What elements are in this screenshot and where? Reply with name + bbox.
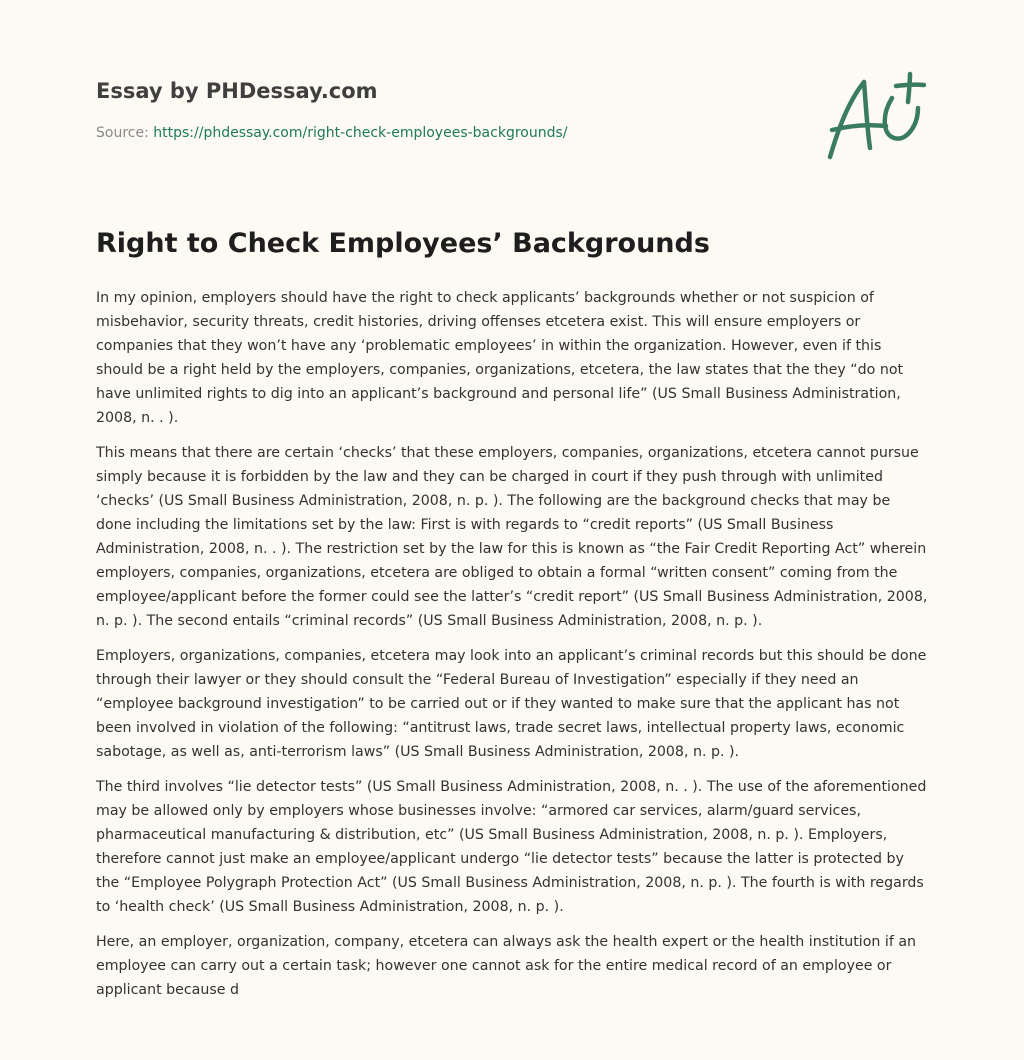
source-line [96, 124, 567, 142]
a-plus-logo-icon [826, 68, 926, 164]
essay-title: Right to Check Employees’ Backgrounds [96, 228, 710, 259]
essay-paragraph: This means that there are certain ‘checks’ that these employers, companies, organizations, etcetera cannot pursue simply because it is forbidden by the law and they can be charged in court if they push through with unlimited ‘checks’ (US Small Business Administration, 2008, n. p. ). The following are the background checks that may be done including the limitations set by the law: First is with regards to “credit reports” (US Small Business Administration, 2008, n. . ). The restriction set by the law for this is known as “the Fair Credit Reporting Act” wherein employers, companies, organizations, etcetera are obliged to obtain a formal “written consent” coming from the employee/applicant before the former could see the latter’s “credit report” (US Small Business Administration, 2008, n. p. ). The second entails “criminal records” (US Small Business Administration, 2008, n. p. ). [96, 445, 928, 629]
essay-paragraph: Employers, organizations, companies, etcetera may look into an applicant’s criminal records but this should be done through their lawyer or they should consult the “Federal Bureau of Investigation” especially if they need an “employee background investigation” to be carried out or if they wanted to make sure that the applicant has not been involved in violation of the following: “antitrust laws, trade secret laws, intellectual property laws, economic sabotage, as well as, anti-terrorism laws” (US Small Business Administration, 2008, n. p. ). [96, 648, 927, 760]
essay-body [96, 286, 928, 1013]
essay-paragraph: Here, an employer, organization, company, etcetera can always ask the health expert or the health institution if an employee can carry out a certain task; however one cannot ask for the entire medical record of an employee or applicant because d [96, 934, 917, 998]
essay-paragraph: The third involves “lie detector tests” (US Small Business Administration, 2008, n. . ). The use of the aforementioned may be allowed only by employers whose businesses involve: “armored car services, alarm/guard services, pharmaceutical manufacturing & distribution, etc” (US Small Business Administration, 2008, n. p. ). Employers, therefore cannot just make an employee/applicant undergo “lie detector tests” because the latter is protected by the “Employee Polygraph Protection Act” (US Small Business Administration, 2008, n. p. ). The fourth is with regards to ‘health check’ (US Small Business Administration, 2008, n. p. ). [96, 779, 927, 915]
source-label: Source: [96, 125, 154, 141]
site-title: Essay by PHDessay.com [96, 79, 378, 103]
essay-paragraph: In my opinion, employers should have the right to check applicants’ backgrounds whether or not suspicion of misbehavior, security threats, credit histories, driving offenses etcetera exist. This will ensure employers or companies that they won’t have any ‘problematic employees’ in within the organization. However, even if this should be a right held by the employers, companies, organizations, etcetera, the law states that the they “do not have unlimited rights to dig into an applicant’s background and personal life” (US Small Business Administration, 2008, n. . ). [96, 290, 904, 426]
source-link[interactable]: https://phdessay.com/right-check-employees-backgrounds/ [153, 125, 568, 141]
